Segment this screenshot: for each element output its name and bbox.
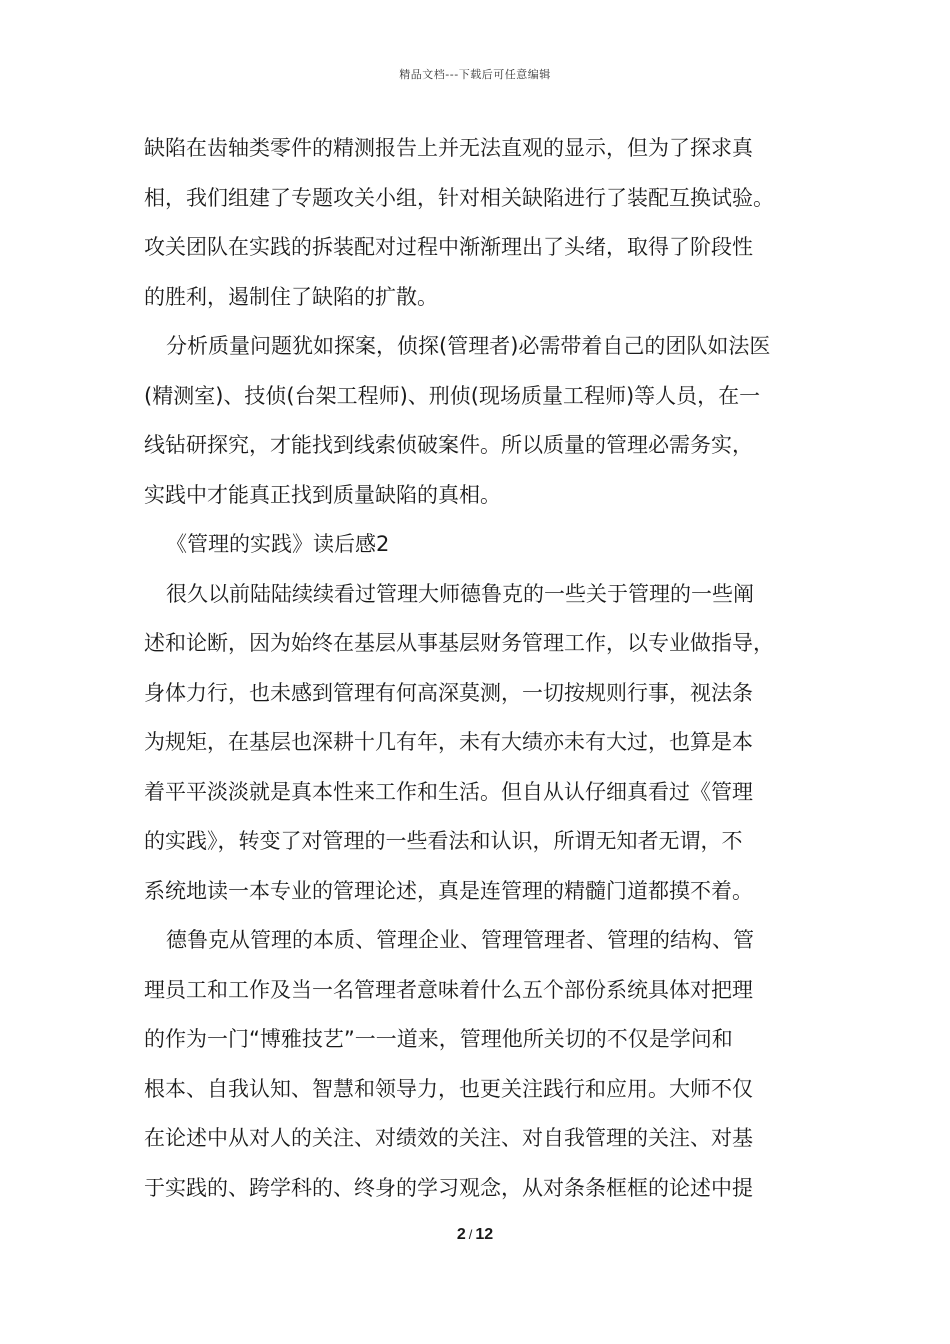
page-header: 精品文档---下载后可任意编辑 — [399, 68, 551, 81]
text-line: (精测室)、技侦(台架工程师)、刑侦(现场质量工程师)等人员，在一 — [144, 383, 761, 408]
text-line: 在论述中从对人的关注、对绩效的关注、对自我管理的关注、对基 — [144, 1126, 753, 1150]
paragraph-first-line: 分析质量问题犹如探案，侦探(管理者)必需带着自己的团队如法医 — [166, 334, 771, 358]
text-line: 系统地读一本专业的管理论述，真是连管理的精髓门道都摸不着。 — [144, 878, 753, 903]
text-line: 的胜利，遏制住了缺陷的扩散。 — [144, 284, 438, 309]
text-line: 缺陷在齿轴类零件的精测报告上并无法直观的显示，但为了探求真 — [144, 136, 753, 160]
text-line: 的作为一门“博雅技艺”一一道来，管理他所关切的不仅是学问和 — [144, 1027, 733, 1051]
text-line: 攻关团队在实践的拆装配对过程中渐渐理出了头绪，取得了阶段性 — [144, 235, 753, 259]
page-separator: / — [468, 1227, 473, 1242]
text-line: 理员工和工作及当一名管理者意味着什么五个部份系统具体对把理 — [144, 977, 753, 1002]
document-body — [144, 124, 814, 1213]
text-line: 身体力行，也未感到管理有何高深莫测，一切按规则行事，视法条 — [144, 680, 753, 705]
total-pages: 12 — [475, 1226, 494, 1243]
text-line: 线钻研探究，才能找到线索侦破案件。所以质量的管理必需务实， — [144, 433, 753, 457]
page-number — [0, 1226, 950, 1244]
section-heading: 《管理的实践》读后感2 — [166, 532, 390, 556]
paragraph-first-line: 很久以前陆陆续续看过管理大师德鲁克的一些关于管理的一些阐 — [166, 581, 754, 606]
text-line: 述和论断，因为始终在基层从事基层财务管理工作，以专业做指导， — [144, 631, 774, 655]
text-line: 根本、自我认知、智慧和领导力，也更关注践行和应用。大师不仅 — [144, 1076, 753, 1101]
text-line: 的实践》，转变了对管理的一些看法和认识，所谓无知者无谓，不 — [144, 829, 743, 853]
text-line: 实践中才能真正找到质量缺陷的真相。 — [144, 482, 501, 507]
current-page: 2 — [456, 1226, 466, 1243]
text-line: 为规矩，在基层也深耕十几有年，未有大绩亦未有大过，也算是本 — [144, 730, 753, 754]
text-line: 着平平淡淡就是真本性来工作和生活。但自从认仔细真看过《管理 — [144, 779, 753, 804]
text-line: 相，我们组建了专题攻关小组，针对相关缺陷进行了装配互换试验。 — [144, 185, 774, 210]
paragraph-first-line: 德鲁克从管理的本质、管理企业、管理管理者、管理的结构、管 — [166, 928, 754, 952]
text-line: 于实践的、跨学科的、终身的学习观念，从对条条框框的论述中提 — [144, 1175, 753, 1200]
